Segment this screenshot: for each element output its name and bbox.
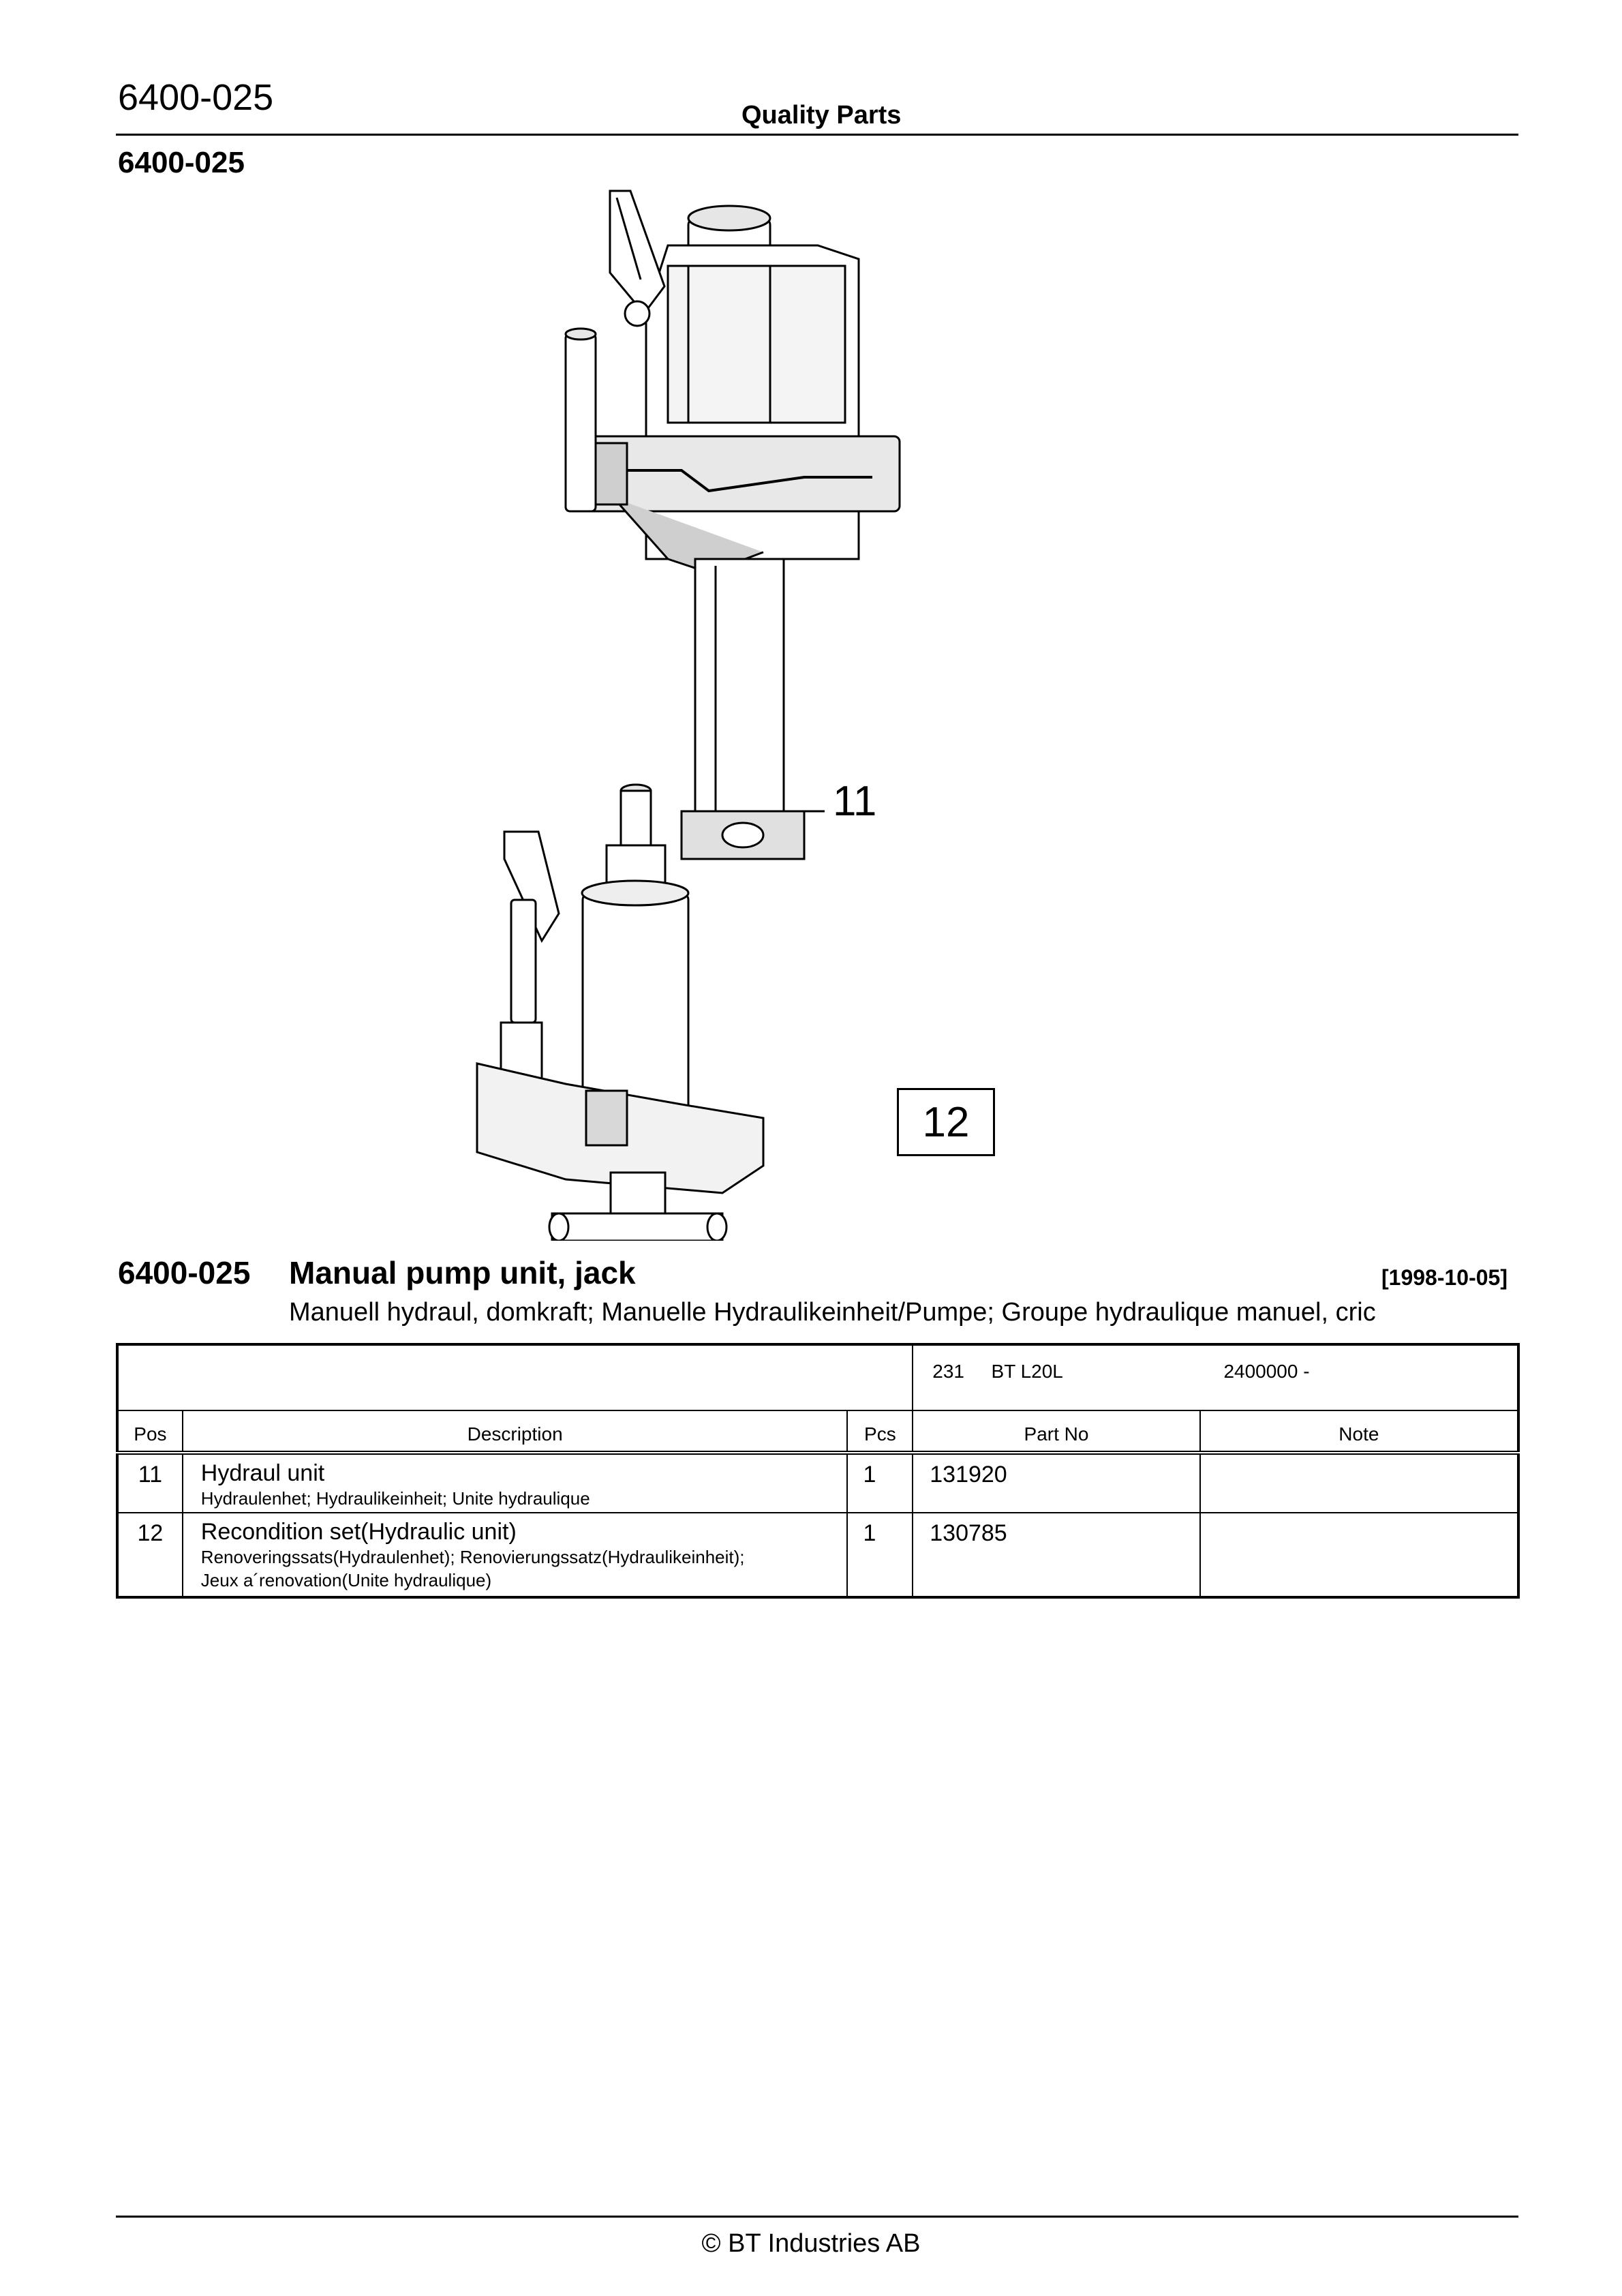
row-note: [1200, 1453, 1518, 1513]
row-part-no: 130785: [913, 1513, 1199, 1597]
title-name: Manual pump unit, jack: [289, 1255, 636, 1290]
document-code: 6400-025: [118, 77, 274, 118]
row-pcs: 1: [847, 1453, 913, 1513]
row-note: [1200, 1513, 1518, 1597]
row-description-main: Hydraul unit: [200, 1460, 325, 1486]
callout-11: 11: [833, 778, 877, 825]
header-part-no: Part No: [913, 1410, 1199, 1453]
model-number: 231: [932, 1361, 964, 1382]
title-translations: Manuell hydraul, domkraft; Manuelle Hydraulikeinheit/Pumpe; Groupe hydraulique manuel, cric: [289, 1298, 1376, 1327]
parts-table: [116, 1343, 1520, 1599]
footer-copyright: © BT Industries AB: [701, 2229, 921, 2258]
row-description: [183, 1453, 848, 1513]
model-info: [913, 1344, 1518, 1410]
header-divider: [116, 134, 1518, 136]
model-serial: 2400000 -: [1223, 1361, 1310, 1382]
brand-label: Quality Parts: [741, 101, 902, 130]
footer-divider: [116, 2216, 1518, 2218]
row-description-translations-cont: Jeux a´renovation(Unite hydraulique): [200, 1570, 492, 1590]
header-pos: Pos: [117, 1410, 183, 1453]
title-code: 6400-025: [118, 1255, 251, 1290]
row-pos: 12: [117, 1513, 183, 1597]
pump-unit-illustration: [463, 177, 1186, 1241]
hydraulic-unit-drawing: [566, 191, 900, 859]
model-name: BT L20L: [991, 1361, 1063, 1382]
callout-12-box: 12: [897, 1088, 995, 1156]
row-pos: 11: [117, 1453, 183, 1513]
header-note: Note: [1200, 1410, 1518, 1453]
row-description-translations: Renoveringssats(Hydraulenhet); Renovierungssatz(Hydraulikeinheit);: [200, 1547, 745, 1567]
title-date: [1998-10-05]: [1381, 1265, 1508, 1290]
table-header-row: [117, 1410, 1518, 1453]
row-part-no: 131920: [913, 1453, 1199, 1513]
row-description: [183, 1513, 848, 1597]
section-code: 6400-025: [118, 146, 245, 179]
row-pcs: 1: [847, 1513, 913, 1597]
header-pcs: Pcs: [847, 1410, 913, 1453]
row-description-translations: Hydraulenhet; Hydraulikeinheit; Unite hydraulique: [200, 1488, 590, 1509]
model-row: [117, 1344, 1518, 1410]
table-row: [117, 1453, 1518, 1513]
header-description: Description: [183, 1410, 848, 1453]
row-description-main: Recondition set(Hydraulic unit): [200, 1519, 517, 1545]
table-row: [117, 1513, 1518, 1597]
